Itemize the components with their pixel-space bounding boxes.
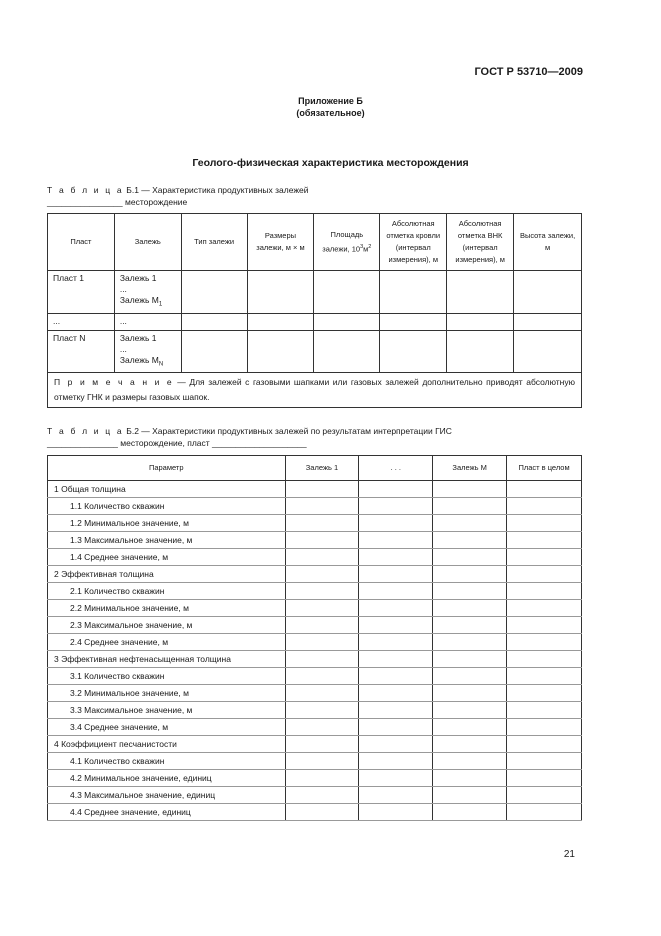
table2-value-cell	[507, 498, 582, 515]
table1-cell	[114, 271, 181, 314]
table2-param-cell: 3.1 Количество скважин	[48, 668, 286, 685]
table1-note-label: П р и м е ч а н и е	[54, 377, 174, 388]
table2-value-cell	[433, 804, 507, 821]
table2-header-cell: Пласт в целом	[507, 456, 582, 481]
table2-value-cell	[359, 651, 433, 668]
table2-value-cell	[359, 498, 433, 515]
table2-value-cell	[359, 804, 433, 821]
table1-cell	[314, 271, 380, 314]
table2-value-cell	[285, 702, 359, 719]
table2-value-cell	[507, 685, 582, 702]
table2-value-cell	[433, 770, 507, 787]
table1-cell-text: Залежь М	[119, 354, 159, 365]
table2-value-cell	[433, 702, 507, 719]
table2-value-cell	[359, 549, 433, 566]
table2-value-cell	[433, 736, 507, 753]
table1-cell	[447, 330, 514, 373]
table-row	[48, 753, 582, 770]
table2-param-cell: 3 Эффективная нефтенасыщенная толщина	[48, 651, 286, 668]
table2-param-cell: 2 Эффективная толщина	[48, 566, 286, 583]
table2-param-cell: 4.3 Максимальное значение, единиц	[48, 787, 286, 804]
table2-value-cell	[433, 685, 507, 702]
table1-header-cell: Размеры залежи, м × м	[247, 214, 314, 271]
table2-header-cell: Залежь 1	[285, 456, 359, 481]
table2-value-cell	[285, 736, 359, 753]
table1-cell	[247, 271, 314, 314]
table-row	[48, 271, 582, 314]
table2-param-cell: 1.3 Максимальное значение, м	[48, 532, 286, 549]
table1-header-cell: Высота залежи, м	[514, 214, 582, 271]
table1-cell	[247, 313, 314, 330]
table1-caption-line2: ________________ месторождение	[47, 197, 188, 207]
table2-param-cell: 3.3 Максимальное значение, м	[48, 702, 286, 719]
table2-value-cell	[507, 736, 582, 753]
table-row	[48, 651, 582, 668]
table2-value-cell	[359, 736, 433, 753]
table2-value-cell	[359, 481, 433, 498]
table1-cell-line: Залежь 1	[119, 273, 157, 283]
table2-value-cell	[433, 566, 507, 583]
table1-cell	[380, 330, 447, 373]
table1-cell	[514, 330, 582, 373]
table1-cell	[447, 313, 514, 330]
table1-header-cell: Залежь	[114, 214, 181, 271]
page-number: 21	[563, 849, 575, 860]
appendix-title: Приложение Б	[298, 96, 363, 106]
table2-param-cell: 2.2 Минимальное значение, м	[48, 600, 286, 617]
table-row	[48, 583, 582, 600]
table2-value-cell	[285, 481, 359, 498]
table2-value-cell	[285, 583, 359, 600]
table2-value-cell	[507, 515, 582, 532]
table2-value-cell	[433, 600, 507, 617]
table1-header-cell: Пласт	[48, 214, 115, 271]
table2-value-cell	[359, 787, 433, 804]
table-row	[48, 804, 582, 821]
table1-header-row	[48, 214, 582, 271]
table2-value-cell	[507, 634, 582, 651]
table2-value-cell	[285, 787, 359, 804]
table2-value-cell	[507, 804, 582, 821]
page-title: Геолого-физическая характеристика месторождения	[192, 157, 469, 169]
table2-value-cell	[359, 685, 433, 702]
table2-value-cell	[507, 532, 582, 549]
table1-cell-sub: N	[158, 361, 164, 368]
table2-value-cell	[359, 702, 433, 719]
table2-caption-label: Т а б л и ц а	[47, 426, 124, 436]
table2-value-cell	[507, 787, 582, 804]
table1-header-cell: Тип залежи	[181, 214, 247, 271]
table2-param-cell: 3.2 Минимальное значение, м	[48, 685, 286, 702]
table2-value-cell	[433, 481, 507, 498]
table2-value-cell	[507, 651, 582, 668]
table1-caption-text: Б.1 — Характеристика продуктивных залежей	[126, 185, 309, 195]
table-row	[48, 532, 582, 549]
table2-value-cell	[359, 617, 433, 634]
table2-value-cell	[285, 515, 359, 532]
table1-cell	[314, 313, 380, 330]
table1-note-text: — Для залежей с газовыми шапками или газовых залежей дополнительно приводят абсолютную отметку ГНК и размеры газовых шапок.	[54, 377, 575, 403]
table1-cell	[447, 271, 514, 314]
table2-value-cell	[507, 549, 582, 566]
table2-value-cell	[507, 753, 582, 770]
table2-value-cell	[285, 719, 359, 736]
table2-param-cell: 1.1 Количество скважин	[48, 498, 286, 515]
table2-value-cell	[507, 583, 582, 600]
table1-cell-line: ...	[119, 284, 127, 294]
table1-cell-line	[120, 295, 176, 311]
table2-value-cell	[285, 804, 359, 821]
table2-value-cell	[507, 481, 582, 498]
table2-header-cell: Параметр	[48, 456, 286, 481]
table2-param-cell: 1.2 Минимальное значение, м	[48, 515, 286, 532]
table2	[47, 455, 582, 821]
table2-value-cell	[359, 719, 433, 736]
table2-caption	[47, 426, 452, 436]
table1-header-sup: 3	[360, 243, 364, 250]
document-code: ГОСТ Р 53710—2009	[474, 66, 583, 78]
table-row	[48, 515, 582, 532]
table1-cell	[181, 313, 247, 330]
table2-value-cell	[359, 753, 433, 770]
table1-cell: ...	[114, 313, 181, 330]
table-row	[48, 668, 582, 685]
table-row	[48, 634, 582, 651]
table2-value-cell	[507, 770, 582, 787]
table1-cell-line: Залежь 1	[119, 332, 157, 343]
table1-cell	[380, 313, 447, 330]
table2-header-row	[48, 456, 582, 481]
table1-cell: ...	[48, 313, 115, 330]
table2-param-cell: 3.4 Среднее значение, м	[48, 719, 286, 736]
table2-value-cell	[285, 617, 359, 634]
table-row	[48, 736, 582, 753]
appendix-subtitle: (обязательное)	[296, 108, 365, 118]
table2-param-cell: 2.3 Максимальное значение, м	[48, 617, 286, 634]
table1-cell-sub: 1	[158, 301, 163, 308]
table2-param-cell: 2.4 Среднее значение, м	[48, 634, 286, 651]
table1-header-unit: м	[363, 244, 369, 254]
table2-value-cell	[507, 702, 582, 719]
table2-param-cell: 4.2 Минимальное значение, единиц	[48, 770, 286, 787]
table2-param-cell: 4.1 Количество скважин	[48, 753, 286, 770]
table1-cell	[514, 313, 582, 330]
table2-header-cell: Залежь М	[433, 456, 507, 481]
table2-value-cell	[359, 515, 433, 532]
table1-cell	[181, 330, 247, 373]
table2-value-cell	[433, 787, 507, 804]
table2-value-cell	[359, 566, 433, 583]
table-row	[48, 481, 582, 498]
table1-cell	[247, 330, 314, 373]
table-row	[48, 600, 582, 617]
table2-value-cell	[433, 719, 507, 736]
table-row	[48, 549, 582, 566]
table2-value-cell	[433, 515, 507, 532]
table2-param-cell: 4 Коэффициент песчанистости	[48, 736, 286, 753]
table2-value-cell	[285, 753, 359, 770]
table1-caption	[47, 185, 309, 195]
table2-value-cell	[359, 634, 433, 651]
table-row	[48, 787, 582, 804]
table2-caption-line2: _______________ месторождение, пласт ____________________	[47, 438, 307, 448]
table1-cell-line: ...	[119, 343, 127, 354]
table-row	[48, 685, 582, 702]
table1-cell	[114, 330, 181, 373]
table1-cell	[181, 271, 247, 314]
table-row	[48, 770, 582, 787]
table1-cell-line	[120, 355, 176, 371]
table2-value-cell	[433, 634, 507, 651]
table2-param-cell: 1.4 Среднее значение, м	[48, 549, 286, 566]
table1-cell	[314, 330, 380, 373]
table2-value-cell	[285, 770, 359, 787]
table1-cell: Пласт N	[48, 330, 115, 373]
table2-value-cell	[285, 566, 359, 583]
table2-value-cell	[359, 668, 433, 685]
table-row	[48, 313, 582, 330]
table2-value-cell	[433, 532, 507, 549]
table2-value-cell	[433, 753, 507, 770]
table2-value-cell	[359, 770, 433, 787]
table1-caption-label: Т а б л и ц а	[47, 185, 124, 195]
table2-param-cell: 1 Общая толщина	[48, 481, 286, 498]
table1-header-text: Площадь залежи, 10	[322, 229, 364, 254]
table2-param-cell: 2.1 Количество скважин	[48, 583, 286, 600]
table-row	[48, 719, 582, 736]
table2-value-cell	[507, 600, 582, 617]
table2-value-cell	[433, 651, 507, 668]
table-row	[48, 617, 582, 634]
table2-value-cell	[285, 668, 359, 685]
table2-value-cell	[507, 566, 582, 583]
table-row	[48, 566, 582, 583]
table2-header-cell: . . .	[359, 456, 433, 481]
table2-caption-text: Б.2 — Характеристики продуктивных залежей по результатам интерпретации ГИС	[126, 426, 452, 436]
table2-value-cell	[359, 532, 433, 549]
table1-cell	[380, 271, 447, 314]
table1-header-cell: Абсолютная отметка кровли (интервал измерения), м	[380, 214, 447, 271]
table2-value-cell	[285, 600, 359, 617]
table2-value-cell	[285, 685, 359, 702]
table-row	[48, 702, 582, 719]
table2-value-cell	[433, 668, 507, 685]
table1-cell-text: Залежь М	[119, 295, 159, 305]
table1-cell: Пласт 1	[48, 271, 115, 314]
table2-value-cell	[433, 617, 507, 634]
table2-param-cell: 4.4 Среднее значение, единиц	[48, 804, 286, 821]
table1-cell	[514, 271, 582, 314]
table1-header-cell: Абсолютная отметка ВНК (интервал измерения), м	[447, 214, 514, 271]
table2-value-cell	[433, 583, 507, 600]
table2-value-cell	[359, 600, 433, 617]
table1-note	[48, 373, 582, 408]
table2-value-cell	[433, 498, 507, 515]
table2-value-cell	[285, 634, 359, 651]
table2-value-cell	[507, 617, 582, 634]
table2-value-cell	[285, 549, 359, 566]
table1-note-row	[48, 373, 582, 408]
table2-value-cell	[285, 498, 359, 515]
table2-value-cell	[285, 532, 359, 549]
table1-header-cell	[314, 214, 380, 271]
table-row	[48, 330, 582, 373]
table2-value-cell	[507, 719, 582, 736]
table2-value-cell	[359, 583, 433, 600]
table1-header-sup2: 2	[368, 243, 372, 250]
table1	[47, 213, 582, 408]
table-row	[48, 498, 582, 515]
table2-value-cell	[433, 549, 507, 566]
table2-value-cell	[285, 651, 359, 668]
table2-value-cell	[507, 668, 582, 685]
